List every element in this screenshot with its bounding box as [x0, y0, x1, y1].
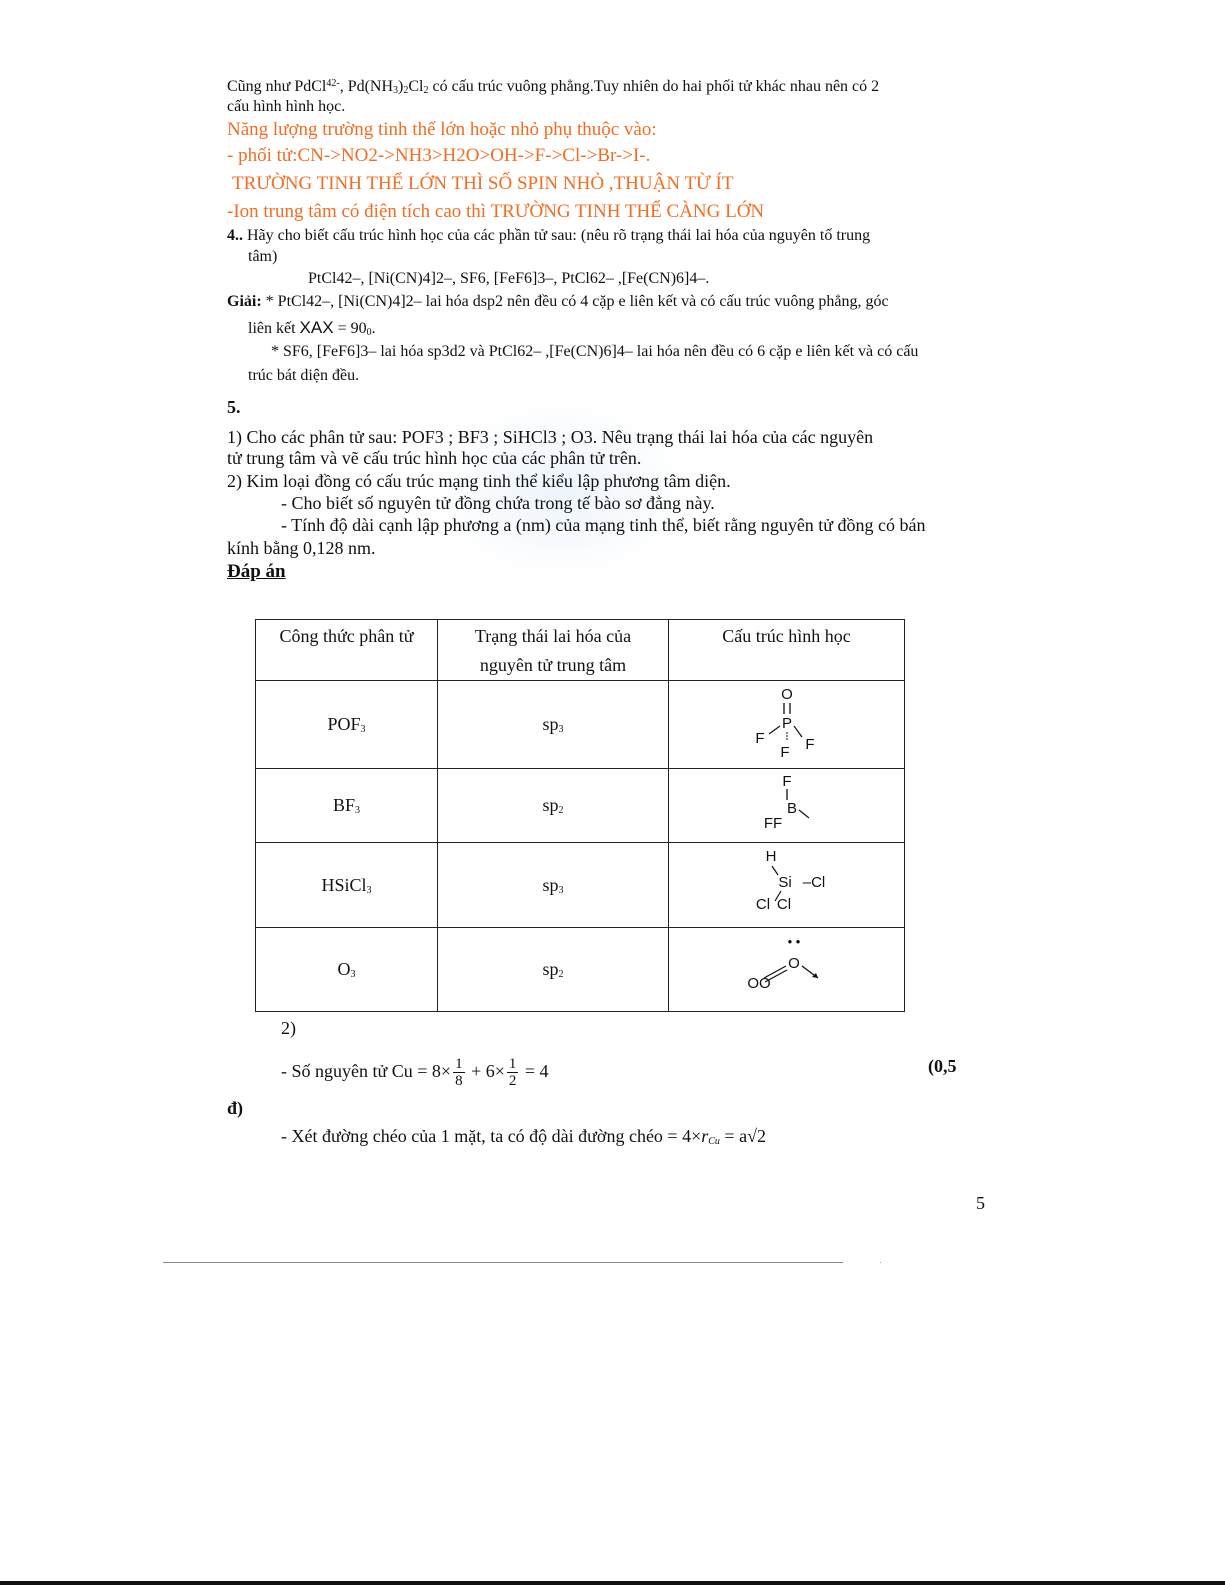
table-row	[256, 681, 905, 769]
structure-cell	[669, 843, 905, 928]
atom-cl-left: Cl	[755, 896, 770, 913]
solution-label: Giải:	[227, 293, 262, 310]
intro-line-1: Cũng như PdCl$^{42-}$, $Pd(NH_3)_2Cl_2$ có cấu trúc vuông phẳng.Tuy nhiên do hai phối tử khác nhau nên có 2	[227, 78, 880, 96]
atom-si: Si	[777, 874, 792, 891]
solution-line-4: trúc bát diện đều.	[248, 367, 360, 384]
table-header-row	[256, 620, 905, 681]
question-5-part-2c: - Tính độ dài cạnh lập phương a (nm) của mạng tinh thể, biết rằng nguyên tử đồng có bán	[281, 515, 926, 535]
atom-f-right: F	[804, 735, 815, 753]
table-row	[256, 928, 905, 1012]
page-number: 5	[976, 1193, 985, 1213]
solution-line-3: * SF6, [FeF6]3– lai hóa sp3d2 và PtCl62– ,[Fe(CN)6]4– lai hóa nên đều có 6 cặp e liên kết và có cấu	[271, 343, 919, 360]
table-row	[256, 843, 905, 928]
fraction-one-half: $\frac{1}{2}$	[508, 1056, 517, 1090]
orange-line-2: - phối tử:CN->NO2->NH3>H2O>OH->F->Cl->Br->I-.	[227, 145, 651, 166]
footer-divider	[163, 1262, 843, 1263]
orange-line-4: -Ion trung tâm có điện tích cao thì TRƯỜNG TINH THỂ CÀNG LỚN	[227, 201, 765, 222]
atom-cl-right: –Cl	[802, 874, 825, 891]
hybridization-cell: $sp_3$	[438, 681, 669, 769]
atom-cl-bottom: Cl	[776, 896, 791, 913]
structure-cell	[669, 769, 905, 843]
header-formula: Công thức phân tử	[256, 620, 438, 681]
table-row	[256, 769, 905, 843]
atom-f-left: F	[754, 729, 765, 747]
bf3-structure-diagram	[747, 772, 827, 840]
orange-line-3: TRƯỜNG TINH THỂ LỚN THÌ SỐ SPIN NHỎ ,THUẬN TỪ ÍT	[232, 173, 734, 194]
atom-o-center: O	[787, 954, 800, 972]
question-5-part-2a: 2) Kim loại đồng có cấu trúc mạng tinh thể kiểu lập phương tâm diện.	[227, 471, 731, 491]
part-2-label: 2)	[281, 1018, 296, 1038]
solution-line-2: liên kết XAX = $90_0$.	[248, 318, 376, 338]
orange-line-1: Năng lượng trường tinh thể lớn hoặc nhỏ phụ thuộc vào:	[227, 119, 657, 140]
fraction-one-eighth: $\frac{1}{8}$	[455, 1056, 463, 1090]
answer-heading: Đáp án	[227, 561, 286, 582]
atom-ff: FF	[763, 814, 782, 832]
cu-atom-count-formula: - Số nguyên tử Cu = 8× $\frac{1}{8}$ + 6× $\frac{1}{2}$ = 4	[281, 1056, 549, 1090]
o3-structure-diagram	[732, 932, 842, 1008]
question-5-part-1a: 1) Cho các phân tử sau: POF3 ; BF3 ; SiHCl3 ; O3. Nêu trạng thái lai hóa của các nguyên	[227, 427, 874, 447]
lone-pair-dots: • •	[787, 933, 800, 949]
header-hybridization: Trạng thái lai hóa của nguyên tử trung tâm	[438, 620, 669, 681]
footer-dot	[880, 1262, 881, 1263]
structure-cell	[669, 928, 905, 1012]
question-5-part-1b: tử trung tâm và vẽ cấu trúc hình học của các phân tử trên.	[227, 448, 642, 468]
solution-line-1: Giải: * PtCl42–, [Ni(CN)4]2– lai hóa dsp2 nên đều có 4 cặp e liên kết và có cấu trúc vuông phẳng, góc	[227, 293, 889, 310]
atom-f-top: F	[781, 772, 792, 790]
score-tail: đ)	[227, 1098, 244, 1118]
page-bottom-border	[0, 1581, 1225, 1585]
atom-p: P	[781, 714, 792, 732]
diagonal-formula: - Xét đường chéo của 1 mặt, ta có độ dài đường chéo = $4\times r_{Cu} = a√2$	[281, 1126, 766, 1147]
question-4-line-2: tâm)	[248, 248, 278, 265]
question-4-number: 4..	[227, 227, 243, 244]
header-structure: Cấu trúc hình học	[669, 620, 905, 681]
intro-line-2: cấu hình hình học.	[227, 98, 346, 115]
pof3-structure-diagram	[747, 685, 827, 765]
structure-cell	[669, 681, 905, 769]
hsicl3-structure-diagram	[737, 845, 837, 925]
question-4-species: PtCl42–, [Ni(CN)4]2–, SF6, [FeF6]3–, PtCl62– ,[Fe(CN)6]4–.	[308, 270, 710, 287]
atom-o: O	[780, 685, 793, 703]
formula-cell: $POF_3$	[256, 681, 438, 769]
question-5-number: 5.	[227, 397, 241, 417]
hybridization-cell: $sp_2$	[438, 928, 669, 1012]
score-label: (0,5	[928, 1056, 957, 1076]
formula-cell: $O_3$	[256, 928, 438, 1012]
answer-table	[255, 619, 905, 1012]
hybridization-cell: $sp_3$	[438, 843, 669, 928]
question-5-part-2b: - Cho biết số nguyên tử đồng chứa trong tế bào sơ đẳng này.	[281, 493, 715, 513]
atom-h: H	[765, 848, 776, 865]
atom-oo: OO	[746, 974, 771, 992]
atom-f-bottom: F	[779, 743, 790, 761]
formula-cell: HSiCl$_3$	[256, 843, 438, 928]
question-5-part-2d: kính bằng 0,128 nm.	[227, 538, 376, 558]
formula-cell: $BF_3$	[256, 769, 438, 843]
question-4-line-1: 4.. Hãy cho biết cấu trúc hình học của các phần tử sau: (nêu rõ trạng thái lai hóa của nguyên tố trung	[227, 227, 871, 244]
atom-b: B	[786, 799, 797, 817]
hybridization-cell: $sp_2$	[438, 769, 669, 843]
